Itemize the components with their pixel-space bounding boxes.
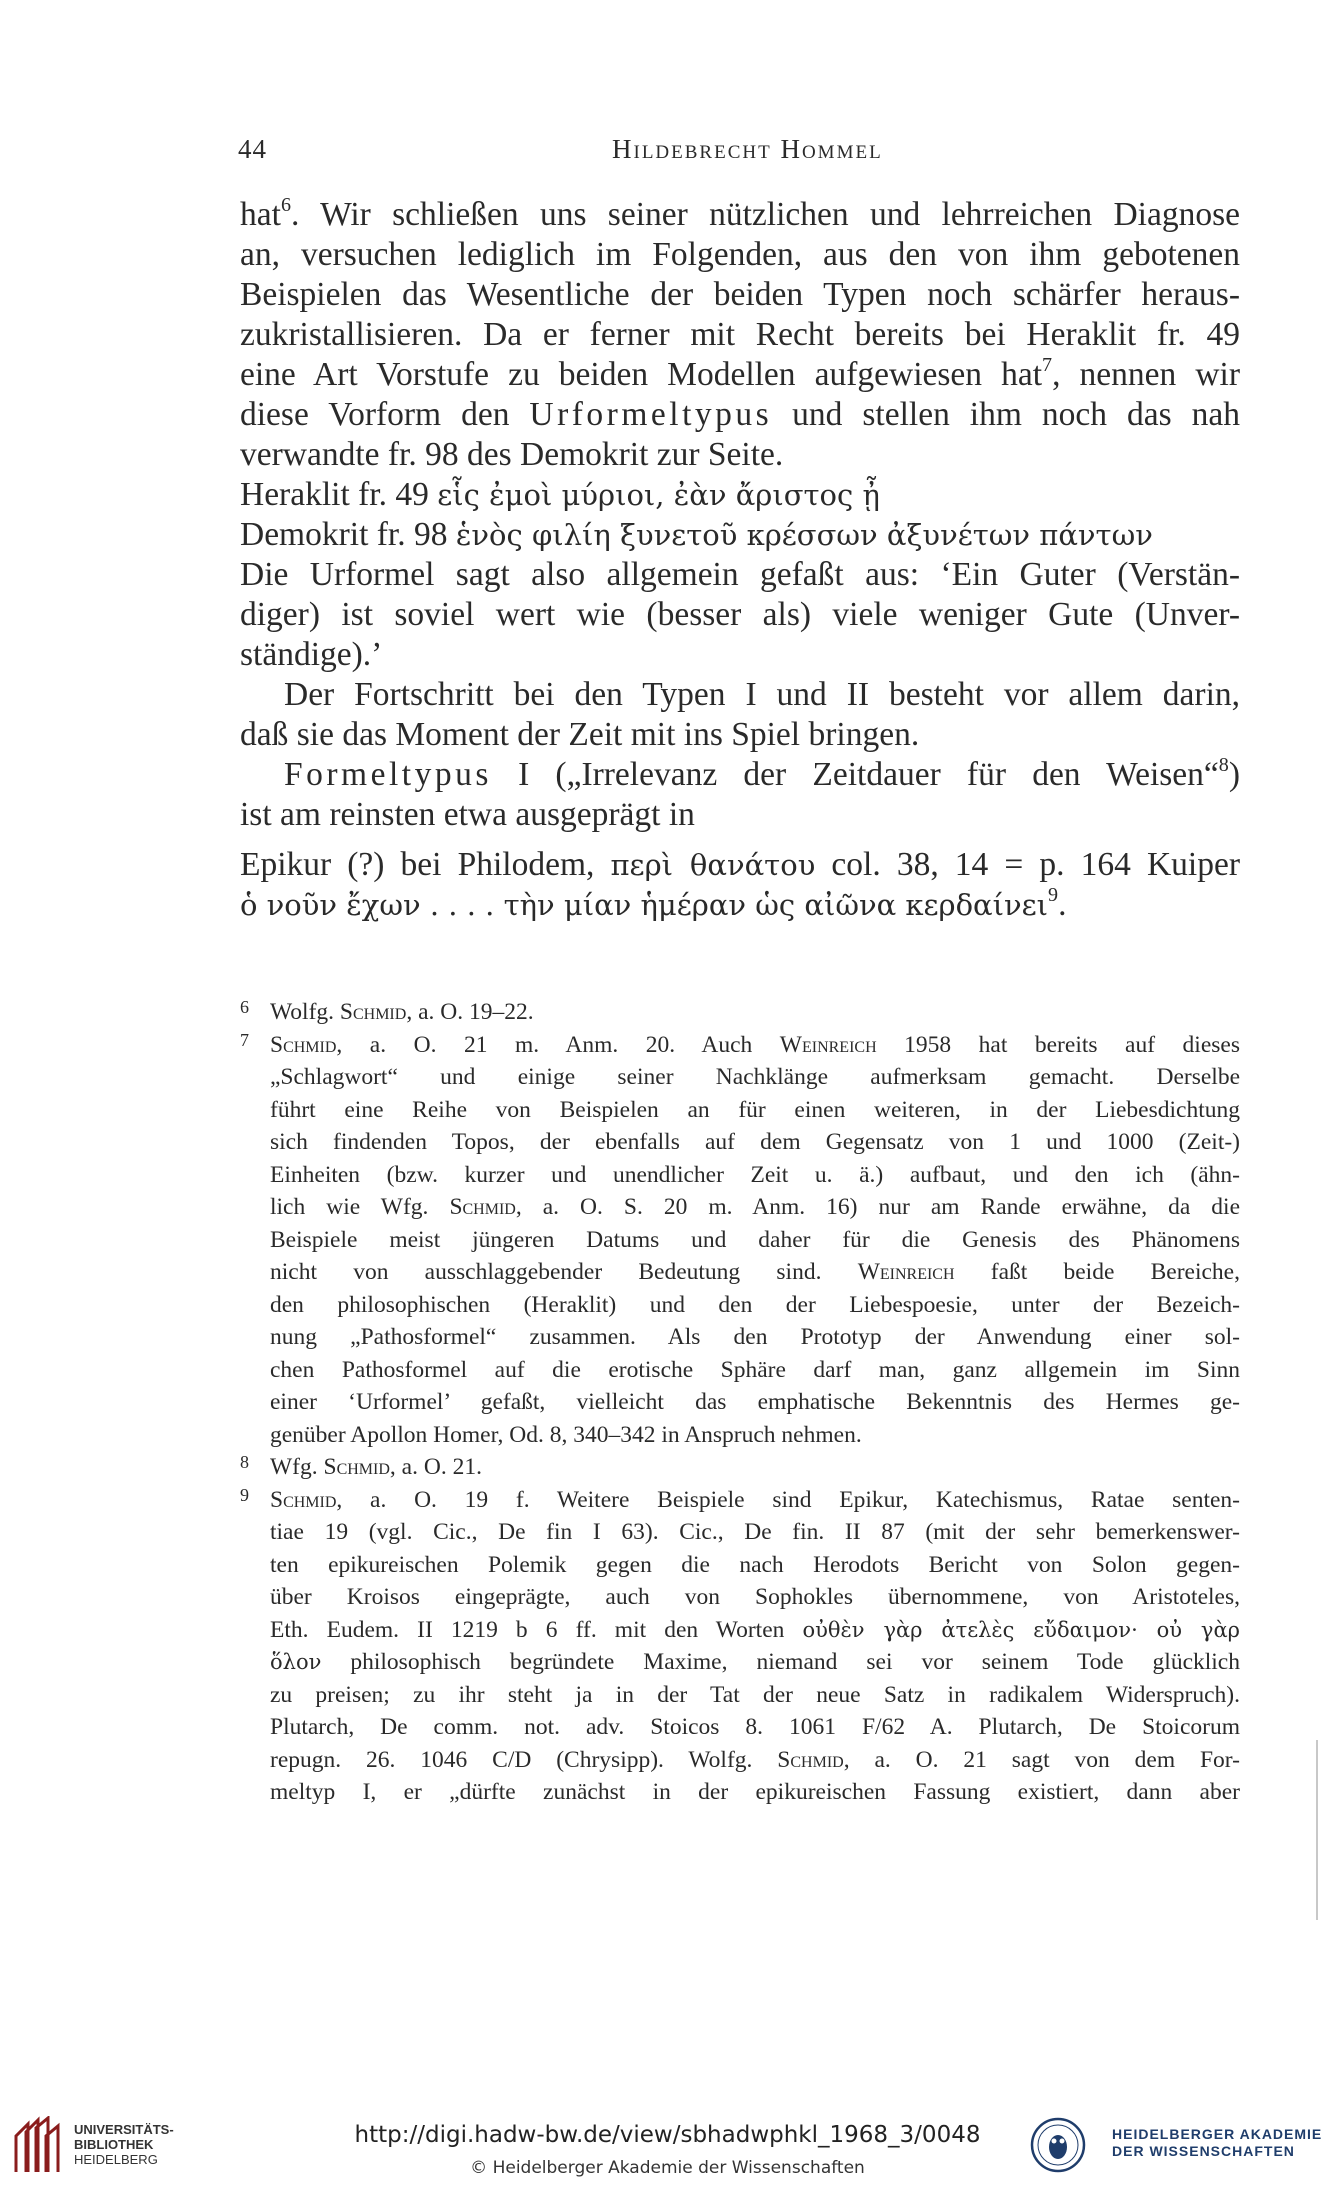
text-line: ist am reinsten etwa ausgeprägt in [240, 796, 695, 833]
footnotes [240, 996, 1240, 1809]
text-line: verwandte fr. 98 des Demokrit zur Seite. [240, 436, 784, 473]
text-line: Formeltypus I („Irrelevanz der Zeitdauer für den Weisen“$^8$) [284, 753, 1240, 793]
text-line: Epikur (?) bei Philodem, περὶ θανάτου col. 38, 14 = p. 164 Kuiper [240, 846, 1240, 883]
text-line: daß sie das Moment der Zeit mit ins Spiel bringen. [240, 716, 920, 753]
page-number: 44 [238, 134, 267, 164]
quote-epikur: ὁ νοῦν ἔχων . . . . τὴν μίαν ἡμέραν ὡς αἰῶνα κερδαίνει$^9$. [240, 883, 1067, 923]
ub-heidelberg-logo[interactable]: UNIVERSITÄTS- BIBLIOTHEK HEIDELBERG [12, 2116, 172, 2176]
academy-owl-seal-icon [1030, 2116, 1086, 2174]
scan-edge-mark [1316, 1740, 1318, 1920]
footnote-ref[interactable]: 8 [1218, 753, 1229, 776]
source-url-link[interactable]: http://digi.hadw-bw.de/view/sbhadwphkl_1968_3/0048 [354, 2122, 981, 2148]
text-line: Beispielen das Wesentliche der beiden Typen noch schärfer heraus- [240, 276, 1240, 313]
quote-heraklit: Heraklit fr. 49 εἷς ἐμοὶ μύριοι, ἐὰν ἄριστος ᾖ [240, 476, 880, 513]
text-line: hat$^6$. Wir schließen uns seiner nützlichen und lehrreichen Diagnose [240, 193, 1240, 233]
text-line: an, versuchen lediglich im Folgenden, aus den von ihm gebotenen [240, 236, 1240, 273]
quote-demokrit: Demokrit fr. 98 ἑνὸς φιλίη ξυνετοῦ κρέσσων ἀξυνέτων πάντων [240, 516, 1153, 553]
text-line: eine Art Vorstufe zu beiden Modellen aufgewiesen hat$^7$, nennen wir [240, 353, 1240, 393]
footnote-6: 6 Wolfg. Schmid, a. O. 19–22. [240, 997, 534, 1025]
text-line: diese Vorform den Urformeltypus und stellen ihm noch das nah [240, 396, 1240, 433]
footnote-8: 8 Wfg. Schmid, a. O. 21. [240, 1452, 482, 1480]
text-line: diger) ist soviel wert wie (besser als) viele weniger Gute (Unver- [240, 596, 1240, 633]
text-line: zukristallisieren. Da er ferner mit Recht bereits bei Heraklit fr. 49 [240, 316, 1240, 353]
hadw-logo[interactable]: HEIDELBERGER AKADEMIE DER WISSENSCHAFTEN [1030, 2116, 1330, 2176]
running-header [238, 134, 1248, 170]
footnote-7: 7 Schmid, a. O. 21 m. Anm. 20. Auch Weinreich 1958 hat bereits auf dieses „Schlagwort“ und einige seiner Nachklänge aufmerksam gemacht. Derselbe führt eine Reihe von Beispielen an für einen weiteren, in der Liebesdichtung sich findenden Topos, der ebenfalls auf dem Gegensatz von 1 und 1000 (Zeit-) Einheiten (bzw. kurzer und unendlicher Zeit u. ä.) aufbaut, und den ich (ähn- lich wie Wfg. Schmid, a. O. S. 20 m. Anm. 16) nur am Rande erwähne, da die Beispiele meist jüngeren Datums und daher für die Genesis des Phänomens nicht von ausschlaggebender Bedeutung sind. Weinreich faßt beide Bereiche, den philosophischen (Heraklit) und den der Liebespoesie, unter der Bezeich- nung „Pathosformel“ zusammen. Als den Prototyp der Anwendung einer sol- chen Pathosformel auf die erotische Sphäre darf man, ganz allgemein im Sinn einer ‘Urformel’ gefaßt, vielleicht das emphatische Bekenntnis des Hermes ge- genüber Apollon Homer, Od. 8, 340–342 in Anspruch nehmen. [240, 1029, 1240, 1448]
footnote-ref[interactable]: 7 [1042, 353, 1053, 376]
text-line: ständige).’ [240, 636, 383, 673]
digitization-footer [0, 2110, 1335, 2187]
copyright-notice: © Heidelberger Akademie der Wissenschaften [470, 2158, 865, 2178]
spaced-term: Urformeltypus [529, 396, 773, 433]
footnote-9: 9 Schmid, a. O. 19 f. Weitere Beispiele sind Epikur, Katechismus, Ratae senten- tiae 19 (vgl. Cic., De fin I 63). Cic., De fin. II 87 (mit der sehr bemerkenswer- ten epikureischen Polemik gegen die nach Herodots Bericht von Solon gegen- über Kroisos eingeprägte, auch von Sophokles übernommene, von Aristoteles, Eth. Eudem. II 1219 b 6 ff. mit den Worten οὐθὲν γὰρ ἀτελὲς εὔδαιμον· οὐ γὰρ ὅλον philosophisch begründete Maxime, niemand sei vor seinem Tode glücklich zu preisen; zu ihr steht ja in der Tat der neue Satz in radikalem Widerspruch). Plutarch, De comm. not. adv. Stoicos 8. 1061 F/62 A. Plutarch, De Stoicorum repugn. 26. 1046 C/D (Chrysipp). Wolfg. Schmid, a. O. 21 sagt von dem For- meltyp I, er „dürfte zunächst in der epikureischen Fassung existiert, dann aber [240, 1484, 1240, 1805]
spaced-term: Formeltypus [284, 756, 492, 793]
running-head-author: Hildebrecht Hommel [612, 134, 883, 164]
footnote-ref[interactable]: 9 [1048, 883, 1059, 906]
main-text [240, 195, 1240, 925]
footnote-ref[interactable]: 6 [280, 193, 291, 216]
text-line: Der Fortschritt bei den Typen I und II besteht vor allem darin, [284, 676, 1240, 713]
text-line: Die Urformel sagt also allgemein gefaßt aus: ‘Ein Guter (Verstän- [240, 556, 1240, 593]
